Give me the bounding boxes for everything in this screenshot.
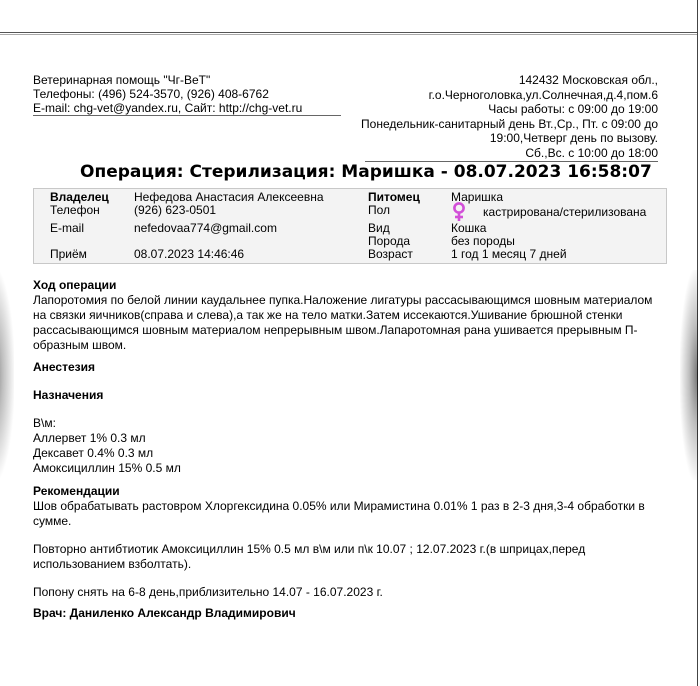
pet-age-label: Возраст (368, 247, 413, 261)
prescriptions-section (33, 388, 663, 476)
visit-label: Приём (50, 247, 87, 261)
clinic-header-right (278, 73, 658, 162)
anesthesia-section (33, 360, 663, 375)
clinic-hours-line2: Понедельник-санитарный день Вт.,Ср., Пт. с 09:00 до (361, 116, 658, 131)
recommendation-paragraph: Попону снять на 6-8 день,приблизительно 14.07 - 16.07.2023 г. (33, 585, 383, 599)
prescriptions-heading: Назначения (33, 388, 104, 402)
owner-name: Нефедова Анастасия Алексеевна (134, 190, 324, 204)
owner-email-label: E-mail (50, 221, 85, 235)
owner-phone: (926) 623-0501 (134, 203, 217, 217)
pet-label: Питомец (368, 190, 420, 204)
prescription-item: Аллервет 1% 0.3 мл (33, 431, 146, 445)
pet-sex: кастрирована/стерилизована (483, 205, 647, 219)
owner-email: nefedovaa774@gmail.com (134, 221, 277, 235)
clinic-contacts: E-mail: chg-vet@yandex.ru, Сайт: http://chg-vet.ru (33, 101, 341, 116)
anesthesia-heading: Анестезия (33, 360, 95, 374)
pet-breed-label: Порода (368, 234, 411, 248)
operation-section (33, 278, 663, 353)
page-curl-shadow-right (680, 270, 698, 480)
owner-phone-label: Телефон (50, 203, 100, 217)
page-top-border (0, 32, 698, 35)
recommendation-paragraph: Повторно антибтиотик Амоксициллин 15% 0.5 мл в\м или п\к 10.07 ; 12.07.2023 г.(в шприцах,перед использованием взболтать). (33, 542, 586, 571)
clinic-hours-line4: Сб.,Вс. с 10:00 до 18:00 (365, 146, 658, 162)
clinic-address-line1: 142432 Московская обл., (518, 73, 658, 87)
recommendations-section (33, 484, 663, 600)
recommendations-heading: Рекомендации (33, 484, 120, 498)
doctor-signature: Врач: Даниленко Александр Владимирович (33, 606, 296, 620)
page-curl-shadow-left (0, 270, 14, 480)
document-title: Операция: Стерилизация: Маришка - 08.07.2023 16:58:07 (80, 162, 652, 182)
patient-info-box (33, 188, 667, 264)
pet-species-label: Вид (368, 221, 390, 235)
pet-name: Маришка (451, 190, 503, 204)
prescriptions-route: В\м: (33, 416, 56, 430)
pet-species: Кошка (451, 221, 487, 235)
pet-age: 1 год 1 месяц 7 дней (451, 247, 567, 261)
prescription-item: Амоксициллин 15% 0.5 мл (33, 461, 181, 475)
clinic-phones: Телефоны: (496) 524-3570, (926) 408-6762 (33, 87, 269, 101)
owner-label: Владелец (50, 190, 109, 204)
clinic-name: Ветеринарная помощь "Чг-ВеТ" (33, 73, 211, 87)
operation-heading: Ход операции (33, 278, 117, 292)
visit-datetime: 08.07.2023 14:46:46 (134, 247, 245, 261)
prescription-item: Дексавет 0.4% 0.3 мл (33, 446, 154, 460)
pet-breed: без породы (451, 234, 515, 248)
venus-icon (452, 202, 466, 222)
recommendation-paragraph: Шов обрабатывать растовром Хлоргексидина 0.05% или Мирамистина 0.01% 1 раз в 2-3 дня,3-4 обработки в сумме. (33, 499, 645, 528)
clinic-hours-line1: Часы работы: с 09:00 до 19:00 (488, 102, 658, 117)
operation-text: Лапоротомия по белой линии каудальнее пупка.Наложение лигатуры рассасывающимся шовным материалом на связки яичников(справа и слева),а так же на тело матки.Затем иссекаются.Ушивание брюшной стенки рассасывающимся шовным материалом непрерывным швом.Лапаротомная рана ушивается прерывным П-образным швом. (33, 293, 653, 352)
clinic-hours-line3: 19:00,Четверг день по вызову. (489, 131, 658, 146)
pet-sex-label: Пол (368, 203, 391, 217)
clinic-address-line2: г.о.Черноголовка,ул.Солнечная,д.4,пом.6 (428, 87, 658, 102)
